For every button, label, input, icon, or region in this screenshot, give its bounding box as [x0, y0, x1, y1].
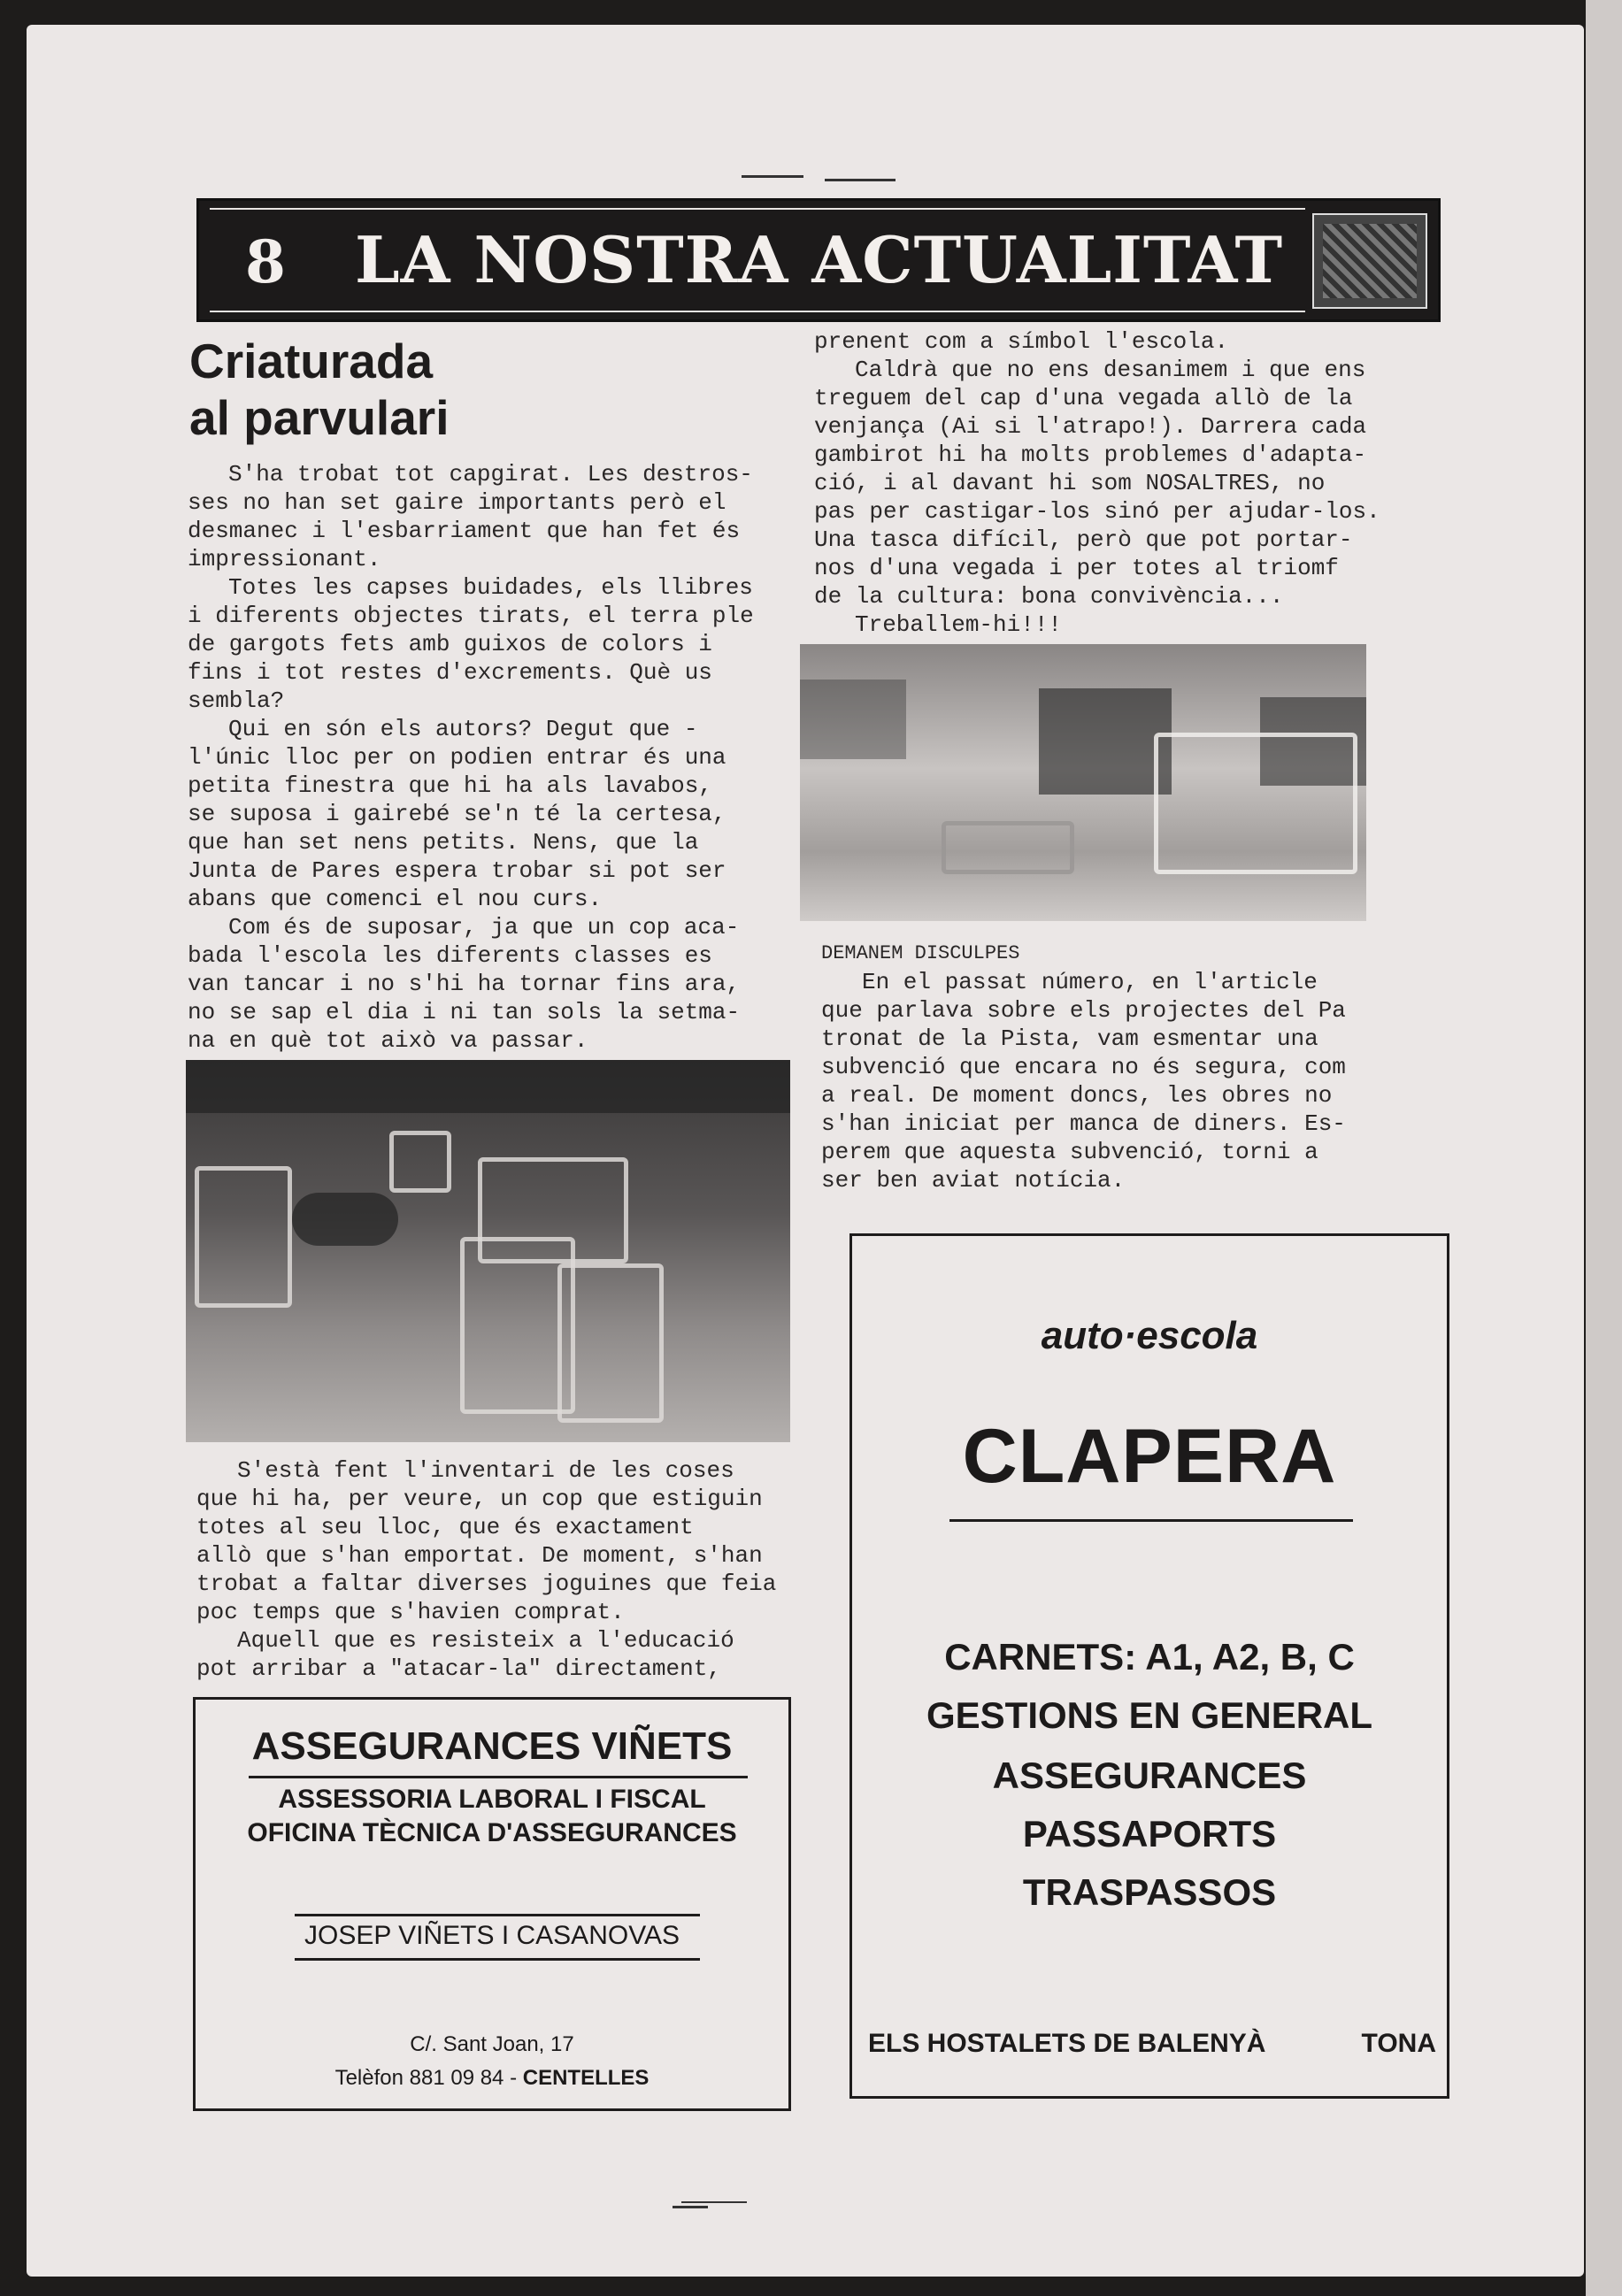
text-line: de la cultura: bona convivència...: [814, 583, 1284, 610]
ad-line: OFICINA TÈCNICA D'ASSEGURANCES: [247, 1818, 737, 1847]
text-line: Aquell que es resisteix a l'educació: [237, 1627, 734, 1654]
text-line: subvenció que encara no és segura, com: [821, 1054, 1346, 1080]
text-line: pot arribar a "atacar-la" directament,: [196, 1655, 721, 1682]
insurance-advertisement: [193, 1697, 791, 2111]
ad-service: CARNETS: A1, A2, B, C: [944, 1636, 1355, 1678]
text-line: i diferents objectes tirats, el terra ple: [188, 603, 754, 629]
window-shape: [800, 680, 906, 759]
vandalized-classroom-photo: [186, 1060, 790, 1442]
ad-service: ASSEGURANCES: [992, 1755, 1307, 1796]
ad-brand: auto·escola: [1041, 1314, 1258, 1357]
text-line: desmanec i l'esbarriament que han fet és: [188, 518, 741, 544]
page-number: 8: [245, 227, 286, 296]
apology-title: DEMANEM DISCULPES: [821, 942, 1020, 964]
shelf-shape: [1039, 688, 1172, 795]
next-page-edge: [1586, 0, 1622, 2296]
text-line: ses no han set gaire importants però el: [188, 489, 726, 516]
article-column-2: [814, 327, 1434, 639]
ad-service: TRASPASSOS: [1022, 1871, 1277, 1913]
banner-rule: [210, 311, 1305, 312]
ad-rule: [249, 1776, 748, 1778]
text-line: que hi ha, per veure, un cop que estiguin: [196, 1486, 763, 1512]
chair-shape: [195, 1166, 292, 1308]
text-line: bada l'escola les diferents classes es: [188, 942, 712, 969]
text-line: En el passat número, en l'article: [862, 969, 1318, 995]
text-line: que parlava sobre els projectes del Pa: [821, 997, 1346, 1024]
ad-title: ASSEGURANCES VIÑETS: [251, 1724, 733, 1768]
decorative-dash: [742, 175, 803, 178]
ad-rule: [295, 1914, 700, 1916]
text-line: Com és de suposar, ja que un cop aca-: [228, 914, 740, 941]
damaged-room-photo: [800, 644, 1366, 921]
section-title: LA NOSTRA ACTUALITAT: [355, 222, 1284, 297]
ad-location: ELS HOSTALETS DE BALENYÀ: [868, 2029, 1266, 2058]
text-line: Junta de Pares espera trobar si pot ser: [188, 857, 726, 884]
text-line: totes al seu lloc, que és exactament: [196, 1514, 694, 1540]
text-line: perem que aquesta subvenció, torni a: [821, 1139, 1318, 1165]
text-line: ser ben aviat notícia.: [821, 1167, 1126, 1194]
ad-town: CENTELLES: [522, 2066, 650, 2090]
article-headline: [189, 333, 449, 446]
ad-location: TONA: [1361, 2029, 1436, 2058]
chair-shape: [389, 1131, 451, 1193]
ad-phone: Telèfon 881 09 84 -: [334, 2066, 523, 2090]
text-line: que han set nens petits. Nens, que la: [188, 829, 699, 856]
text-line: Una tasca difícil, però que pot portar-: [814, 526, 1353, 553]
text-line: nos d'una vegada i per totes al triomf: [814, 555, 1339, 581]
banner-image: [1312, 213, 1427, 309]
article-column-1: [188, 460, 798, 1055]
section-banner: [196, 198, 1441, 322]
text-line: petita finestra que hi ha als lavabos,: [188, 772, 712, 799]
text-line: a real. De moment doncs, les obres no: [821, 1082, 1333, 1109]
photo-shadow: [186, 1060, 790, 1113]
decorative-dash: [673, 2206, 708, 2208]
ad-service: GESTIONS EN GENERAL: [926, 1694, 1373, 1736]
text-line: s'han iniciat per manca de diners. Es-: [821, 1110, 1346, 1137]
text-line: no se sap el dia i ni tan sols la setma-: [188, 999, 741, 1025]
decorative-dash: [681, 2201, 747, 2203]
headline-line: al parvulari: [189, 390, 450, 445]
text-line: na en què tot això va passar.: [188, 1027, 588, 1054]
text-line: Caldrà que no ens desanimem i que ens: [855, 357, 1366, 383]
table-shape: [1154, 733, 1357, 874]
ad-owner-name: JOSEP VIÑETS I CASANOVAS: [304, 1921, 680, 1950]
text-line: impressionant.: [188, 546, 381, 572]
text-line: treguem del cap d'una vegada allò de la: [814, 385, 1353, 411]
text-line: l'únic lloc per on podien entrar és una: [188, 744, 726, 771]
headline-line: Criaturada: [189, 334, 434, 388]
article-column-1b: [196, 1456, 798, 1683]
text-line: Treballem-hi!!!: [855, 611, 1063, 638]
ad-service: PASSAPORTS: [1022, 1813, 1277, 1854]
debris-shape: [942, 821, 1074, 874]
text-line: fins i tot restes d'excrements. Què us: [188, 659, 712, 686]
ad-line: ASSESSORIA LABORAL I FISCAL: [278, 1785, 706, 1814]
photo-shadow: [292, 1193, 398, 1246]
text-line: prenent com a símbol l'escola.: [814, 328, 1229, 355]
text-line: van tancar i no s'hi ha tornar fins ara,: [188, 971, 741, 997]
text-line: S'està fent l'inventari de les coses: [237, 1457, 734, 1484]
text-line: abans que comenci el nou curs.: [188, 886, 603, 912]
text-line: gambirot hi ha molts problemes d'adapta-: [814, 442, 1367, 468]
text-line: pas per castigar-los sinó per ajudar-los.: [814, 498, 1380, 525]
driving-school-advertisement: [849, 1233, 1449, 2099]
text-line: de gargots fets amb guixos de colors i: [188, 631, 712, 657]
ad-address: C/. Sant Joan, 17: [410, 2032, 574, 2056]
chair-shape: [557, 1263, 664, 1423]
text-line: allò que s'han emportat. De moment, s'han: [196, 1542, 763, 1569]
ad-rule: [295, 1958, 700, 1961]
text-line: sembla?: [188, 687, 285, 714]
text-line: poc temps que s'havien comprat.: [196, 1599, 625, 1625]
text-line: ció, i al davant hi som NOSALTRES, no: [814, 470, 1326, 496]
text-line: tronat de la Pista, vam esmentar una: [821, 1025, 1318, 1052]
banner-rule: [210, 208, 1305, 210]
text-line: se suposa i gairebé se'n té la certesa,: [188, 801, 726, 827]
text-line: S'ha trobat tot capgirat. Les destros-: [228, 461, 753, 488]
apology-notice: [821, 940, 1441, 1194]
ad-name: CLAPERA: [962, 1414, 1337, 1499]
text-line: Qui en són els autors? Degut que -: [228, 716, 698, 742]
text-line: trobat a faltar diverses joguines que feia: [196, 1570, 777, 1597]
text-line: Totes les capses buidades, els llibres: [228, 574, 753, 601]
ad-phone-line: [196, 2066, 788, 2091]
ad-rule: [949, 1519, 1353, 1522]
text-line: venjança (Ai si l'atrapo!). Darrera cada: [814, 413, 1367, 440]
decorative-dash: [825, 179, 896, 181]
